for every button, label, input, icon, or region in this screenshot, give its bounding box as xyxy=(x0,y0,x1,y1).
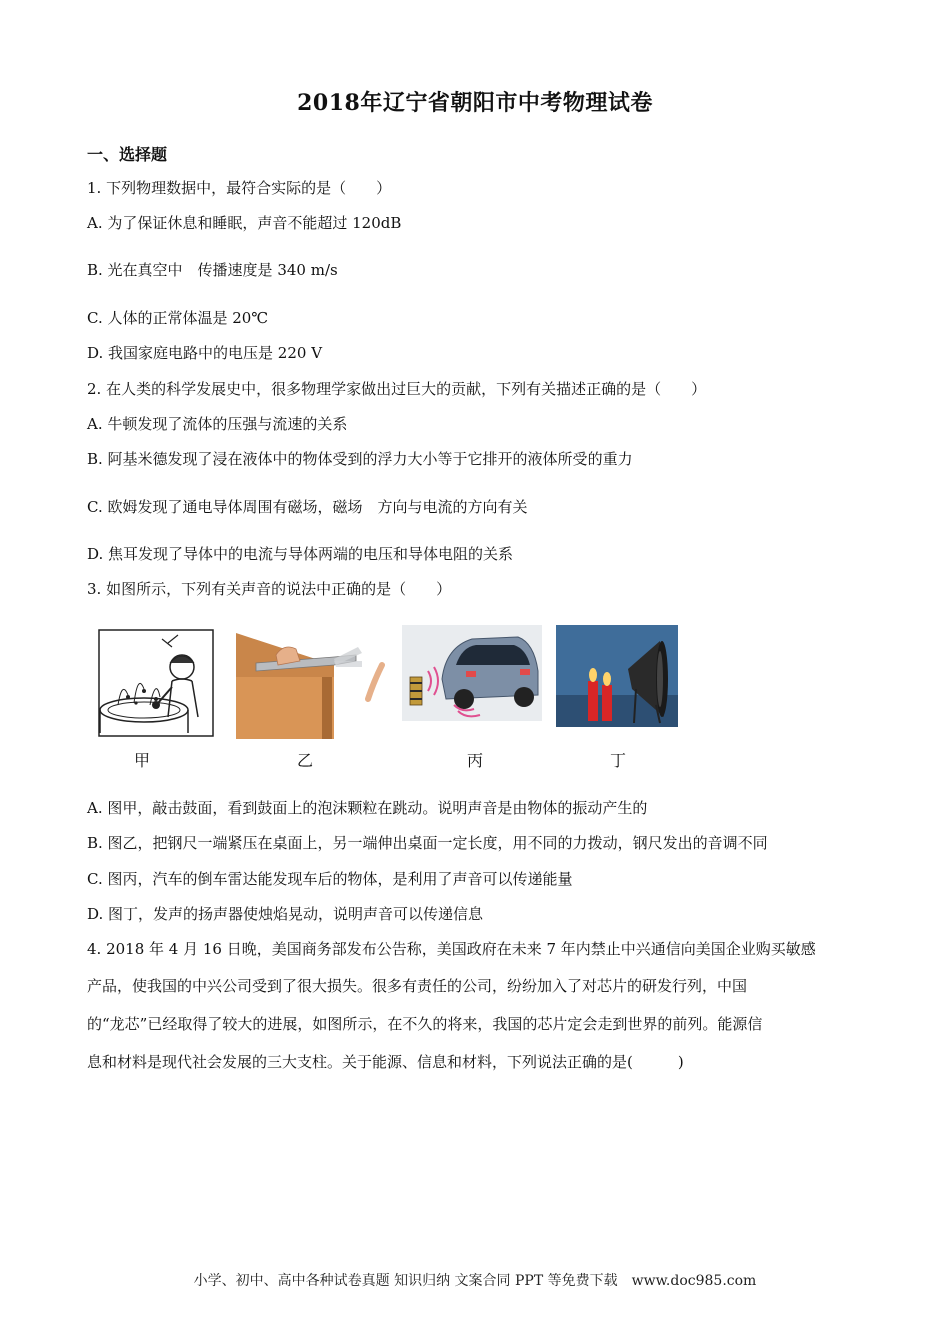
q1-option-c: C. 人体的正常体温是 20℃ xyxy=(87,309,269,327)
q2-option-c: C. 欧姆发现了通电导体周围有磁场，磁场 方向与电流的方向有关 xyxy=(87,498,528,516)
q2-stem: 2. 在人类的科学发展史中，很多物理学家做出过巨大的贡献，下列有关描述正确的是（ ） xyxy=(87,380,707,398)
q1-stem: 1. 下列物理数据中，最符合实际的是（ ） xyxy=(87,179,392,197)
figure-label-jia: 甲 xyxy=(134,751,151,770)
q1-option-b: B. 光在真空中 传播速度是 340 m/s xyxy=(87,261,338,279)
q4-line-3: 的“龙芯”已经取得了较大的进展，如图所示，在不久的将来，我国的芯片定会走到世界的前列。能源信 xyxy=(87,1015,763,1033)
q2-option-a: A. 牛顿发现了流体的压强与流速的关系 xyxy=(87,415,348,433)
q4-line-4: 息和材料是现代社会发展的三大支柱。关于能源、信息和材料，下列说法正确的是( ) xyxy=(87,1053,684,1071)
q1-option-d: D. 我国家庭电路中的电压是 220 V xyxy=(87,344,323,362)
section-heading: 一、选择题 xyxy=(87,145,168,164)
q3-option-d: D. 图丁，发声的扬声器使烛焰晃动，说明声音可以传递信息 xyxy=(87,905,484,923)
q3-option-c: C. 图丙，汽车的倒车雷达能发现车后的物体，是利用了声音可以传递能量 xyxy=(87,870,573,888)
figure-label-ding: 丁 xyxy=(610,751,627,770)
figure-label-yi: 乙 xyxy=(297,751,314,770)
q2-option-d: D. 焦耳发现了导体中的电流与导体两端的电压和导体电阻的关系 xyxy=(87,545,514,563)
speaker-candle-figure xyxy=(556,625,678,727)
drum-figure xyxy=(98,625,214,737)
document-title: 2018年辽宁省朝阳市中考物理试卷 xyxy=(297,90,653,116)
q3-stem: 3. 如图所示，下列有关声音的说法中正确的是（ ） xyxy=(87,580,452,598)
figure-label-bing: 丙 xyxy=(467,751,484,770)
q1-option-a: A. 为了保证休息和睡眠，声音不能超过 120dB xyxy=(87,214,402,232)
page-footer: 小学、初中、高中各种试卷真题 知识归纳 文案合同 PPT 等免费下载 www.doc985.com xyxy=(193,1273,757,1289)
q3-figures xyxy=(98,625,688,775)
q4-line-1: 4. 2018 年 4 月 16 日晚，美国商务部发布公告称，美国政府在未来 7 年内禁止中兴通信向美国企业购买敏感 xyxy=(87,940,816,958)
q2-option-b: B. 阿基米德发现了浸在液体中的物体受到的浮力大小等于它排开的液体所受的重力 xyxy=(87,450,633,468)
q3-option-b: B. 图乙，把钢尺一端紧压在桌面上，另一端伸出桌面一定长度，用不同的力拨动，钢尺发出的音调不同 xyxy=(87,834,768,852)
car-radar-figure xyxy=(402,625,542,721)
ruler-table-figure xyxy=(236,625,386,739)
q3-option-a: A. 图甲，敲击鼓面，看到鼓面上的泡沫颗粒在跳动。说明声音是由物体的振动产生的 xyxy=(87,799,648,817)
q4-line-2: 产品，使我国的中兴公司受到了很大损失。很多有责任的公司，纷纷加入了对芯片的研发行列，中国 xyxy=(87,977,748,995)
